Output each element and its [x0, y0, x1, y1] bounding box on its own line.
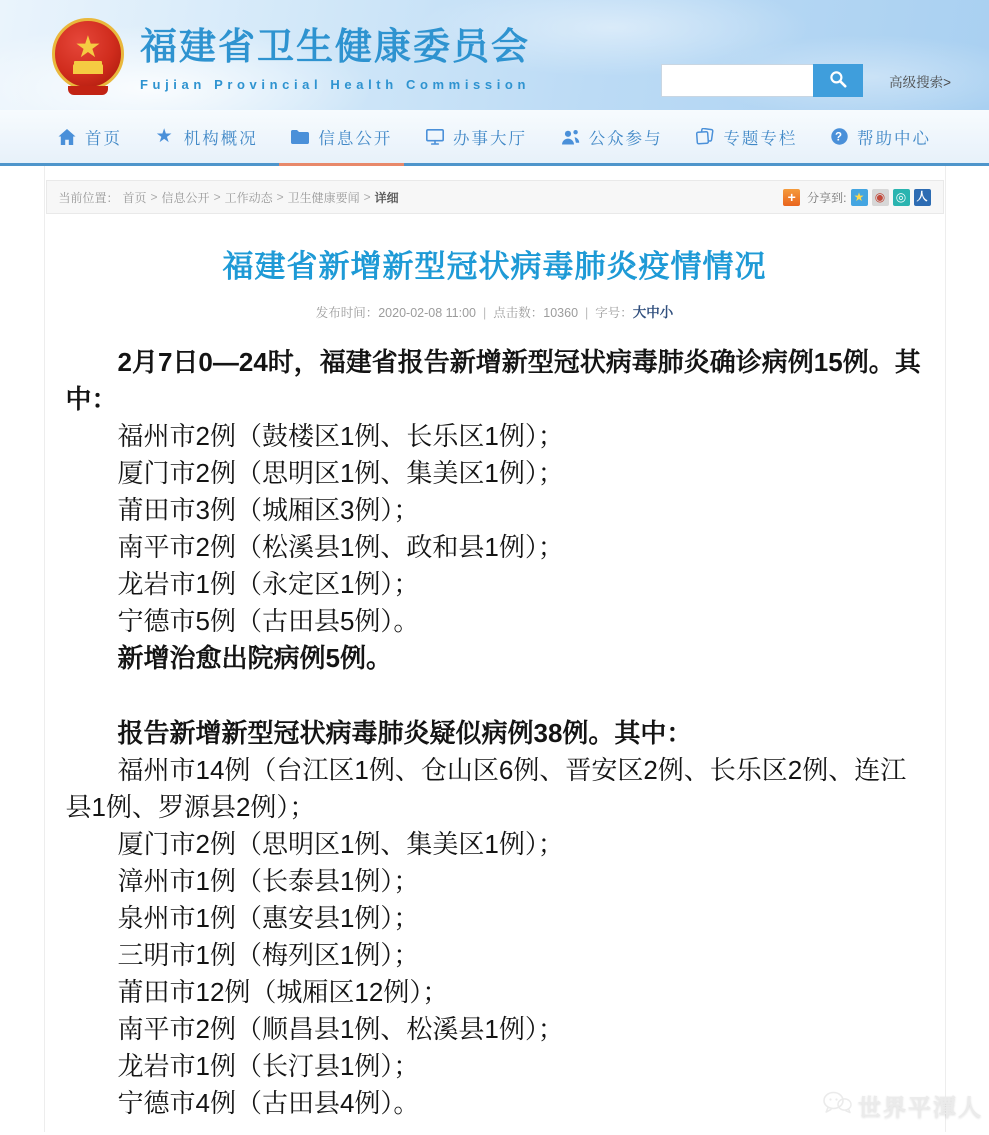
article-body	[45, 344, 945, 1132]
nav-item-label: 专题专栏	[723, 129, 798, 148]
nav-item-label: 公众参与	[588, 129, 663, 148]
article-paragraph: 宁德市5例（古田县5例）。	[117, 606, 420, 636]
breadcrumb-prefix: 当前位置：	[58, 190, 119, 205]
article-paragraph: 南平市2例（松溪县1例、政和县1例）；	[117, 532, 564, 562]
nav-item-home[interactable]	[58, 110, 122, 163]
article-paragraph: 漳州市1例（长泰县1例）；	[117, 866, 420, 896]
breadcrumb-link[interactable]: 首页	[122, 190, 147, 205]
search-button[interactable]	[813, 64, 863, 97]
nav-item-public-participation[interactable]	[561, 110, 663, 163]
watermark-text: 世界平潭人	[858, 1094, 983, 1120]
breadcrumb-bar	[46, 180, 944, 214]
nav-item-label: 首页	[85, 129, 122, 148]
main-nav	[0, 110, 989, 166]
article-paragraph: 三明市1例（梅列区1例）；	[117, 940, 420, 970]
site-header	[0, 0, 989, 110]
article-paragraph: 2月7日0—24时，福建省报告新增新型冠状病毒肺炎确诊病例15例。其中：	[65, 347, 921, 414]
article-paragraph: 莆田市3例（城厢区3例）；	[117, 495, 420, 525]
share-add-icon[interactable]: +	[783, 189, 800, 206]
publish-time-label: 发布时间：	[315, 306, 379, 320]
article-paragraph: 宁德市4例（古田县4例）。	[117, 1088, 420, 1118]
breadcrumb	[59, 189, 399, 206]
help-icon	[831, 128, 848, 145]
meta-divider: |	[585, 306, 589, 320]
search-icon	[829, 70, 847, 91]
breadcrumb-link[interactable]: 信息公开	[161, 190, 210, 205]
nav-item-label: 机构概况	[183, 129, 258, 148]
people-icon	[561, 129, 580, 145]
star-icon: ★	[155, 126, 175, 147]
pages-icon	[696, 128, 714, 145]
renren-icon[interactable]: 人	[914, 189, 931, 206]
site-subtitle: Fujian Provincial Health Commission	[140, 77, 530, 92]
national-emblem-logo	[52, 18, 124, 90]
emblem-gate-icon	[73, 64, 103, 74]
nav-item-special-topics[interactable]	[696, 110, 797, 163]
share-bar	[783, 189, 930, 206]
folder-icon	[291, 130, 309, 144]
search-input[interactable]	[661, 64, 813, 97]
nav-item-label: 帮助中心	[856, 129, 931, 148]
breadcrumb-link[interactable]: 卫生健康要闻	[287, 190, 360, 205]
article-paragraph: 厦门市2例（思明区1例、集美区1例）；	[117, 458, 564, 488]
site-title: 福建省卫生健康委员会	[140, 26, 530, 67]
nav-item-label: 信息公开	[318, 129, 393, 148]
nav-item-help-center[interactable]	[831, 110, 931, 163]
advanced-search-link[interactable]: 高级搜索>	[889, 74, 951, 90]
breadcrumb-separator: >	[150, 190, 158, 204]
article-paragraph: 泉州市1例（惠安县1例）；	[117, 903, 420, 933]
qzone-icon[interactable]: ★	[851, 189, 868, 206]
emblem-ribbon	[68, 86, 108, 95]
emblem-star-icon: ★	[74, 31, 102, 64]
nav-item-service-hall[interactable]	[426, 110, 527, 163]
article-paragraph: 龙岩市1例（长汀县1例）；	[117, 1051, 420, 1081]
click-count-value: 10360	[543, 306, 579, 320]
site-brand	[52, 16, 530, 92]
weibo-icon[interactable]: ◉	[872, 189, 889, 206]
content-panel	[44, 166, 946, 1132]
breadcrumb-current: 详细	[374, 190, 399, 205]
font-size-label: 字号：	[595, 306, 633, 320]
font-size-option[interactable]: 大	[632, 305, 647, 320]
font-size-option[interactable]: 小	[659, 305, 674, 320]
nav-item-label: 办事大厅	[453, 129, 528, 148]
monitor-icon	[426, 129, 444, 145]
click-count-label: 点击数：	[493, 306, 544, 320]
article-paragraph: 南平市2例（顺昌县1例、松溪县1例）；	[117, 1014, 564, 1044]
publish-time-value: 2020-02-08 11:00	[378, 306, 476, 320]
article-meta	[45, 301, 945, 321]
article-paragraph: 厦门市2例（思明区1例、集美区1例）；	[117, 829, 564, 859]
nav-item-about[interactable]	[156, 110, 258, 163]
article-title: 福建省新增新型冠状病毒肺炎疫情情况	[222, 249, 767, 284]
breadcrumb-separator: >	[363, 190, 371, 204]
breadcrumb-link[interactable]: 工作动态	[224, 190, 273, 205]
article-paragraph: 龙岩市1例（永定区1例）；	[117, 569, 420, 599]
share-label: 分享到:	[807, 190, 847, 205]
article-paragraph: 莆田市12例（城厢区12例）；	[117, 977, 449, 1007]
article-paragraph: 福州市14例（台江区1例、仓山区6例、晋安区2例、长乐区2例、连江县1例、罗源县2例）；	[65, 755, 907, 822]
home-icon	[58, 129, 76, 145]
article-paragraph: 报告新增新型冠状病毒肺炎疑似病例38例。其中：	[117, 718, 693, 748]
article-paragraph: 福州市2例（鼓楼区1例、长乐区1例）；	[117, 421, 564, 451]
article-paragraph: 新增治愈出院病例5例。	[117, 643, 392, 673]
breadcrumb-separator: >	[213, 190, 221, 204]
svg-text:?: ?	[834, 131, 844, 144]
breadcrumb-separator: >	[276, 190, 284, 204]
font-size-option[interactable]: 中	[646, 305, 660, 320]
search-area	[661, 64, 951, 97]
nav-item-info-disclosure[interactable]	[291, 110, 392, 163]
meta-divider: |	[483, 306, 487, 320]
tencent-weibo-icon[interactable]: ◎	[893, 189, 910, 206]
